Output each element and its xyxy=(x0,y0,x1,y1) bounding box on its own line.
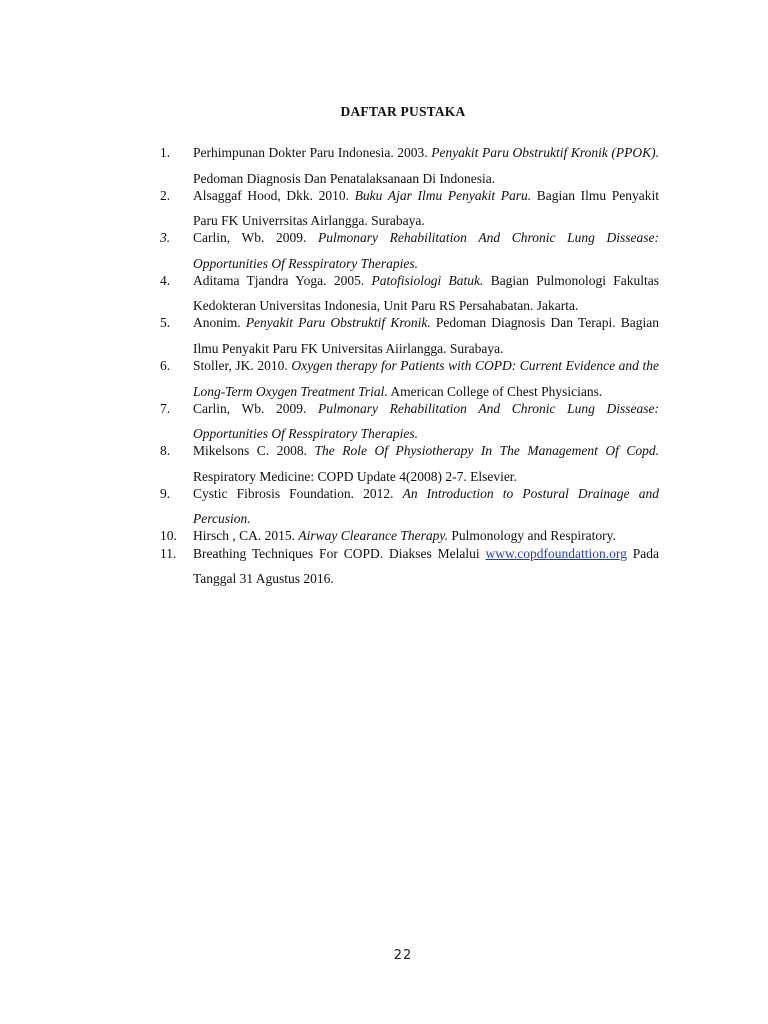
reference-text: Carlin, Wb. 2009. xyxy=(193,400,319,416)
reference-text: Hirsch , CA. 2015. xyxy=(193,528,299,544)
reference-text: Anonim. xyxy=(193,315,246,331)
reference-link[interactable]: www.copdfoundattion.org xyxy=(485,545,627,561)
reference-text: Perhimpunan Dokter Paru Indonesia. 2003. xyxy=(193,145,432,160)
reference-title: The Role Of Physiotherapy In The Management Of Copd. xyxy=(314,443,659,459)
reference-title: Airway Clearance Therapy. xyxy=(298,528,448,544)
reference-title: Pulmonary Rehabilitation And Chronic Lung Dissease: Opportunities Of Resspiratory Therapies. xyxy=(193,400,659,442)
page-number: 22 xyxy=(393,948,413,963)
reference-text: Alsaggaf Hood, Dkk. 2010. xyxy=(193,187,355,203)
reference-title: Pulmonary Rehabilitation And Chronic Lung Dissease: Opportunities Of Resspiratory Therapies. xyxy=(193,230,659,271)
reference-number: 10. xyxy=(160,528,177,544)
reference-list xyxy=(160,140,660,587)
reference-item-11 xyxy=(160,541,659,592)
reference-number: 11. xyxy=(160,545,177,561)
reference-text: Pedoman Diagnosis Dan Terapi. Bagian Ilmu Penyakit Paru FK Universitas Aiirlangga. Surabaya. xyxy=(193,315,659,356)
reference-text: American College of Chest Physicians. xyxy=(387,383,603,399)
reference-title: Penyakit Paru Obstruktif Kronik (PPOK). xyxy=(431,145,659,160)
reference-text: Aditama Tjandra Yoga. 2005. xyxy=(193,272,372,288)
reference-title: Buku Ajar Ilmu Penyakit Paru. xyxy=(354,187,532,203)
reference-title: Penyakit Paru Obstruktif Kronik. xyxy=(245,315,431,331)
reference-title: An Introduction to Postural Drainage and Percusion. xyxy=(193,485,659,527)
reference-title: Oxygen therapy for Patients with COPD: Current Evidence and the Long-Term Oxygen Treatment Trial. xyxy=(193,358,659,399)
reference-text: Respiratory Medicine: COPD Update 4(2008) 2-7. Elsevier. xyxy=(193,468,517,484)
reference-number: 8. xyxy=(160,443,171,459)
reference-text: Carlin, Wb. 2009. xyxy=(193,230,319,246)
reference-text: Bagian Ilmu Penyakit Paru FK Univerrsitas Airlangga. Surabaya. xyxy=(193,187,660,229)
reference-text: Mikelsons C. 2008. xyxy=(193,443,315,459)
page-title: DAFTAR PUSTAKA xyxy=(340,104,466,119)
reference-number: 5. xyxy=(160,315,171,331)
reference-text: Pulmonology and Respiratory. xyxy=(447,528,616,544)
reference-number: 9. xyxy=(160,485,171,501)
reference-number: 4. xyxy=(160,272,171,288)
reference-text: Cystic Fibrosis Foundation. 2012. xyxy=(193,485,403,501)
reference-text: Pada Tanggal 31 Agustus 2016. xyxy=(193,545,659,587)
reference-number: 1. xyxy=(160,145,171,160)
reference-number: 2. xyxy=(160,187,171,203)
reference-text: Pedoman Diagnosis Dan Penatalaksanaan Di Indonesia. xyxy=(193,170,496,186)
reference-number: 7. xyxy=(160,400,171,416)
reference-text: Bagian Pulmonologi Fakultas Kedokteran Universitas Indonesia, Unit Paru RS Persahabatan. Jakarta. xyxy=(193,272,660,314)
reference-text: Stoller, JK. 2010. xyxy=(193,358,292,374)
reference-text: Breathing Techniques For COPD. Diakses Melalui xyxy=(193,545,486,561)
reference-number: 6. xyxy=(160,358,171,374)
reference-number: 3. xyxy=(160,230,171,246)
reference-title: Patofisiologi Batuk. xyxy=(371,272,484,288)
